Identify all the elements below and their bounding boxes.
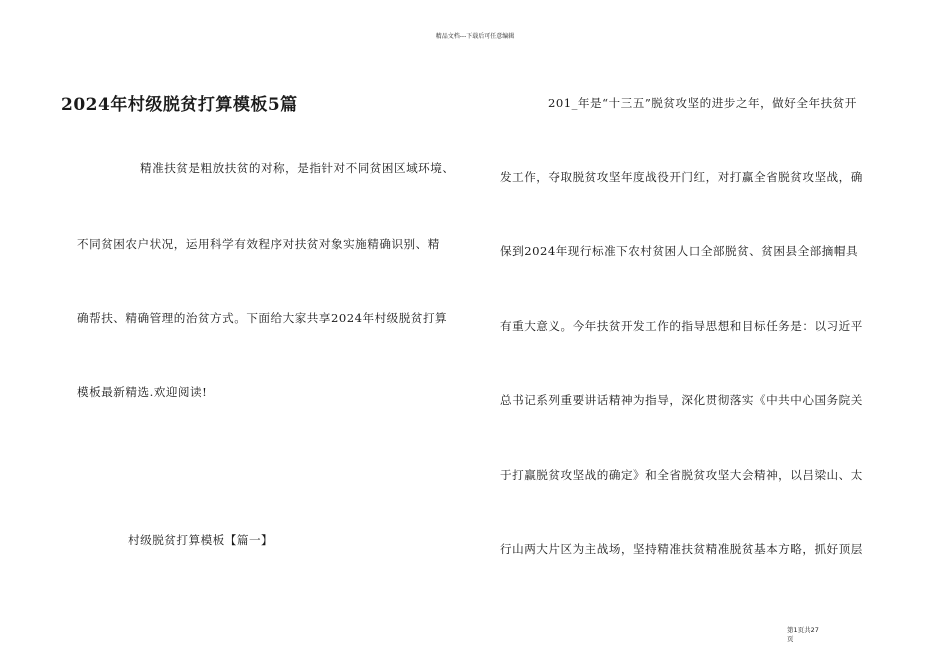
right-paragraph-line-6: 于打赢脱贫攻坚战的确定》和全省脱贫攻坚大会精神，以吕梁山、太: [500, 468, 863, 482]
section-heading-part-1: 村级脱贫打算模板【篇一】: [128, 533, 274, 547]
right-paragraph-line-4: 有重大意义。今年扶贫开发工作的指导思想和目标任务是：以习近平: [500, 319, 863, 333]
left-paragraph-line-4: 模板最新精选.欢迎阅读!: [77, 385, 208, 399]
page-number: [787, 626, 819, 644]
page-number-line-1: 第1页共27: [787, 626, 819, 634]
right-paragraph-line-1: 201_年是“十三五”脱贫攻坚的进步之年，做好全年扶贫开: [548, 96, 857, 110]
left-paragraph-line-2: 不同贫困农户状况，运用科学有效程序对扶贫对象实施精确识别、精: [77, 237, 440, 251]
document-title: 2024年村级脱贫打算模板5篇: [61, 95, 298, 115]
right-paragraph-line-3: 保到2024年现行标准下农村贫困人口全部脱贫、贫困县全部摘帽具: [500, 244, 859, 258]
right-paragraph-line-2: 发工作，夺取脱贫攻坚年度战役开门红，对打赢全省脱贫攻坚战，确: [500, 170, 863, 184]
page-header: 精品文档---下载后可任意编辑: [435, 33, 515, 40]
left-paragraph-line-3: 确帮扶、精确管理的治贫方式。下面给大家共享2024年村级脱贫打算: [77, 311, 448, 325]
right-paragraph-line-7: 行山两大片区为主战场，坚持精准扶贫精准脱贫基本方略，抓好顶层: [500, 542, 863, 556]
page-number-line-2: 页: [787, 635, 794, 643]
right-paragraph-line-5: 总书记系列重要讲话精神为指导，深化贯彻落实《中共中心国务院关: [500, 393, 863, 407]
left-paragraph-line-1: 精准扶贫是粗放扶贫的对称，是指针对不同贫困区域环境、: [140, 161, 455, 175]
